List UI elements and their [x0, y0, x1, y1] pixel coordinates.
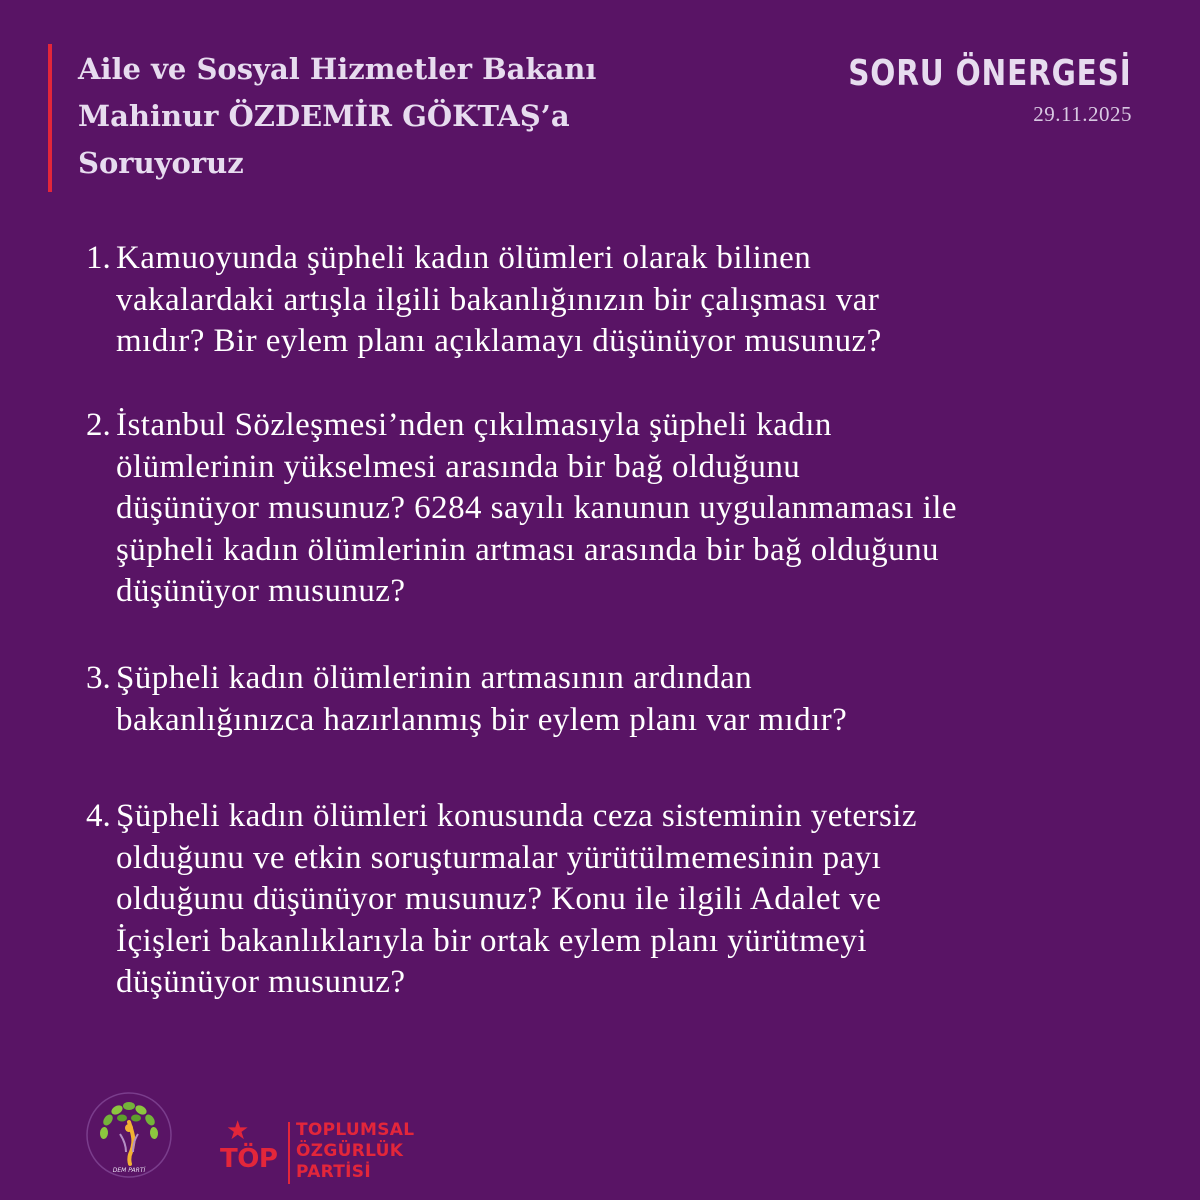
- question-line: vakalardaki artışla ilgili bakanlığınızın bir çalışması var: [116, 281, 880, 318]
- question-line: olduğunu ve etkin soruşturmalar yürütülmemesinin payı: [116, 839, 882, 876]
- title-line: Soruyoruz: [78, 146, 244, 180]
- top-logo-divider: [288, 1122, 290, 1184]
- document-type-label: SORU ÖNERGESİ: [848, 53, 1132, 94]
- question-line: düşünüyor musunuz?: [116, 964, 406, 1000]
- question-line: mıdır? Bir eylem planı açıklamayı düşünüyor musunuz?: [116, 323, 882, 359]
- question-item: [86, 238, 1146, 363]
- question-text: [116, 796, 1146, 1004]
- question-item: [86, 658, 1146, 741]
- question-number: 3.: [86, 660, 111, 696]
- question-line: bakanlığınızca hazırlanmış bir eylem planı var mıdır?: [116, 701, 848, 738]
- question-line: Kamuoyunda şüpheli kadın ölümleri olarak bilinen: [116, 240, 812, 276]
- question-number: 1.: [86, 240, 111, 276]
- question-line: olduğunu düşünüyor musunuz? Konu ile ilgili Adalet ve: [116, 881, 882, 917]
- question-item: [86, 796, 1146, 1004]
- top-logo-mark: [220, 1118, 286, 1188]
- question-line: İstanbul Sözleşmesi’nden çıkılmasıyla şüpheli kadın: [116, 407, 832, 443]
- question-line: düşünüyor musunuz?: [116, 573, 406, 609]
- question-text: [116, 405, 1146, 613]
- footer: [0, 1080, 1200, 1200]
- question-text: [116, 238, 1146, 363]
- question-item: [86, 405, 1146, 613]
- question-line: İçişleri bakanlıklarıyla bir ortak eylem planı yürütmeyi: [116, 922, 867, 959]
- question-line: Şüpheli kadın ölümlerinin artmasının ardından: [116, 660, 753, 696]
- title-line: Mahinur ÖZDEMİR GÖKTAŞ’a: [78, 99, 570, 133]
- star-icon: ★: [226, 1116, 250, 1146]
- top-logo-name: [296, 1120, 414, 1183]
- document-date: 29.11.2025: [1033, 102, 1132, 126]
- question-text: [116, 658, 1146, 741]
- dem-parti-logo-icon: [84, 1090, 174, 1180]
- title-line: Aile ve Sosyal Hizmetler Bakanı: [78, 52, 597, 86]
- dem-parti-logo-text: DEM PARTİ: [112, 1167, 146, 1174]
- question-line: Şüpheli kadın ölümleri konusunda ceza sisteminin yetersiz: [116, 798, 917, 834]
- question-number: 2.: [86, 407, 111, 443]
- top-logo-name-line: TOPLUMSAL: [296, 1120, 415, 1140]
- question-number: 4.: [86, 798, 111, 834]
- top-logo-abbr: TÖP: [220, 1144, 278, 1174]
- top-logo: [220, 1118, 440, 1188]
- question-line: şüpheli kadın ölümlerinin artması arasında bir bağ olduğunu: [116, 531, 939, 568]
- top-logo-name-line: PARTİSİ: [296, 1162, 371, 1182]
- question-line: ölümlerinin yükselmesi arasında bir bağ olduğunu: [116, 448, 801, 485]
- top-logo-name-line: ÖZGÜRLÜK: [296, 1141, 404, 1161]
- question-line: düşünüyor musunuz? 6284 sayılı kanunun uygulanmaması ile: [116, 490, 957, 526]
